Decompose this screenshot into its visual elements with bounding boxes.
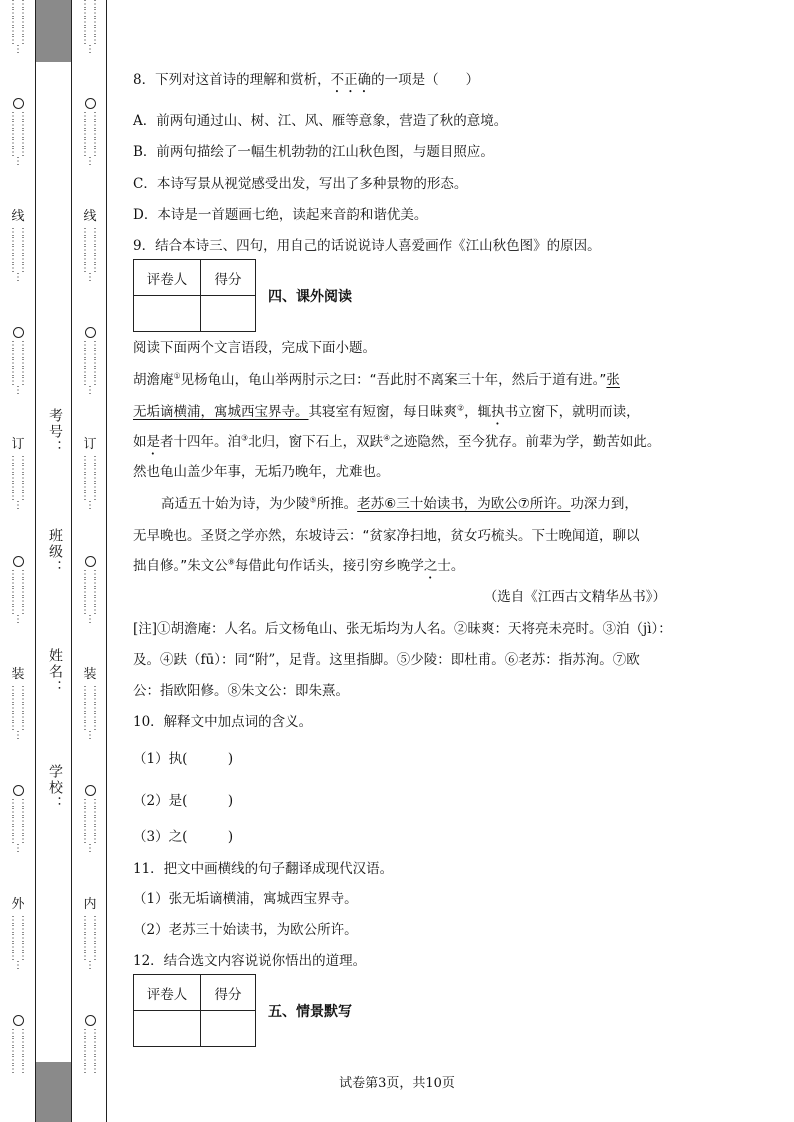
dotted-word-zhi2: 之 [423,558,438,574]
text: 胡澹庵 [133,372,174,388]
notes-line1: [注]①胡澹庵：人名。后文杨龟山、张无垢均为人名。②昧爽：天将亮未亮时。③泊（jì）： [133,621,672,637]
score-table-score-cell[interactable] [201,296,256,332]
text: 北归，窗下石上，双趺 [248,434,384,450]
score-table-header-grader: 评卷人 [134,260,201,296]
score-table-2 [133,974,256,1047]
q8-option-a: A．前两句通过山、树、江、风、雁等意象，营造了秋的意境。 [133,113,508,129]
inner-label-nei: 内 [83,897,97,912]
text: ，辄 [464,404,492,420]
text: 者十四年。洎 [160,434,241,450]
inner-label-zhuang: 装 [83,667,97,682]
field-exam-number[interactable]: 考号： [47,408,63,456]
note-ref: ① [173,371,181,381]
binding-circle [13,1015,24,1026]
note-ref: ⑧ [227,557,235,567]
score-table-grader-cell[interactable] [134,1011,201,1047]
score-table-grader-cell[interactable] [134,296,201,332]
section-4-heading: 四、课外阅读 [268,289,352,305]
binding-circle [13,556,24,567]
gutter-line-right [71,0,72,1122]
text: 高适五十始为诗，为少陵 [161,496,310,512]
binding-circle [13,785,24,796]
q11-item-1: （1）张无垢谪横浦，寓城西宝界寺。 [133,891,358,907]
gutter-shade-top [35,0,71,62]
score-table-header-grader: 评卷人 [134,975,201,1011]
page-footer: 试卷第3页，共10页 [339,1076,455,1091]
field-name[interactable]: 姓名： [47,648,63,696]
binding-circle [85,98,96,109]
text: 如 [133,434,147,450]
gutter-line-left [35,0,36,1122]
section-5-heading: 五、情景默写 [268,1004,352,1020]
text: 见杨龟山，龟山举两肘示之曰：“吾此肘不离案三十年，然后于道有进。” [180,372,607,388]
binding-circle [85,1015,96,1026]
field-class[interactable]: 班级： [47,528,63,576]
text: 每借此句作话头，接引穷乡晚学 [234,558,424,574]
text: 士。 [437,558,465,574]
q8-option-d: D．本诗是一首题画七绝，读起来音韵和谐优美。 [133,207,428,223]
text: 拙自修。”朱文公 [133,558,228,574]
text: 功深力到， [570,496,638,512]
q10-item-3[interactable]: （3）之( ) [133,829,234,845]
dotted-word-shi: 是 [146,434,160,450]
passage2-line3 [133,554,464,582]
notes-line2: 及。④趺（fū）：同“附”，足背。这里指脚。⑤少陵：即杜甫。⑥老苏：指苏洵。⑦欧 [133,652,640,668]
text: 之迹隐然，至今犹存。前辈为学，勤苦如此。 [390,434,661,450]
binding-circle [13,98,24,109]
score-table-1 [133,259,256,332]
score-table-header-score: 得分 [201,260,256,296]
note-ref: ④ [383,433,391,443]
score-table-header-score: 得分 [201,975,256,1011]
score-table-score-cell[interactable] [201,1011,256,1047]
note-ref: ⑤ [309,495,317,505]
q8-option-b: B．前两句描绘了一幅生机勃勃的江山秋色图，与题目照应。 [133,144,494,160]
passage2-line2: 无早晚也。圣贤之学亦然，东坡诗云：“贫家净扫地，贫女巧梳头。下士晚闻道，聊以 [133,528,640,544]
passage2-line1 [161,492,638,512]
q10-item-2[interactable]: （2）是( ) [133,793,234,809]
q11-item-2: （2）老苏三十始读书，为欧公所许。 [133,922,358,938]
outer-label-xian: 线 [11,209,25,224]
question-9: 9．结合本诗三、四句，用自己的话说说诗人喜爱画作《江山秋色图》的原因。 [133,238,601,254]
q10-item-1[interactable]: （1）执( ) [133,751,234,767]
text: 其寝室有短窗，每日昧爽 [308,404,457,420]
text: 书立窗下，就明而读， [504,404,640,420]
reading-intro: 阅读下面两个文言语段，完成下面小题。 [133,340,376,356]
binding-circle [85,785,96,796]
underlined-sentence: 张 [606,372,620,388]
underlined-sentence: 老苏⑥三十始读书，为欧公⑦所许。 [357,496,571,512]
passage1-line3 [133,430,660,458]
outer-label-ding: 订 [11,437,25,452]
note-ref: ③ [241,433,249,443]
inner-label-xian: 线 [83,209,97,224]
passage1-line1 [133,368,620,388]
outer-label-zhuang: 装 [11,667,25,682]
notes-line3: 公：指欧阳修。⑧朱文公：即朱熹。 [133,683,349,699]
q8-prefix: 8．下列对这首诗的理解和赏析， [133,72,331,88]
dotted-word-zhi: 执 [491,404,505,420]
question-8 [133,68,479,96]
text: 所推。 [316,496,358,512]
q8-suffix: 的一项是（ ） [371,72,480,88]
outer-label-wai: 外 [11,897,25,912]
inner-label-ding: 订 [83,437,97,452]
question-12: 12．结合选文内容说说你悟出的道理。 [133,953,367,969]
q8-option-c: C．本诗写景从视觉感受出发，写出了多种景物的形态。 [133,176,468,192]
underlined-sentence: 无垢谪横浦，寓城西宝界寺。 [133,404,309,420]
passage-source: （选自《江西古文精华丛书》） [483,589,666,605]
gutter-line-inner [106,0,107,1122]
binding-circle [13,327,24,338]
passage1-line2 [133,400,640,428]
q8-emphasis: 不正确 [330,72,372,88]
passage1-line4: 然也龟山盖少年事，无垢乃晚年，尤难也。 [133,464,390,480]
binding-circle [85,327,96,338]
question-10: 10．解释文中加点词的含义。 [133,714,313,730]
question-11: 11．把文中画横线的句子翻译成现代汉语。 [133,861,394,877]
note-ref: ② [457,403,465,413]
gutter-shade-bottom [35,1062,71,1122]
binding-circle [85,556,96,567]
field-school[interactable]: 学校： [47,764,63,812]
